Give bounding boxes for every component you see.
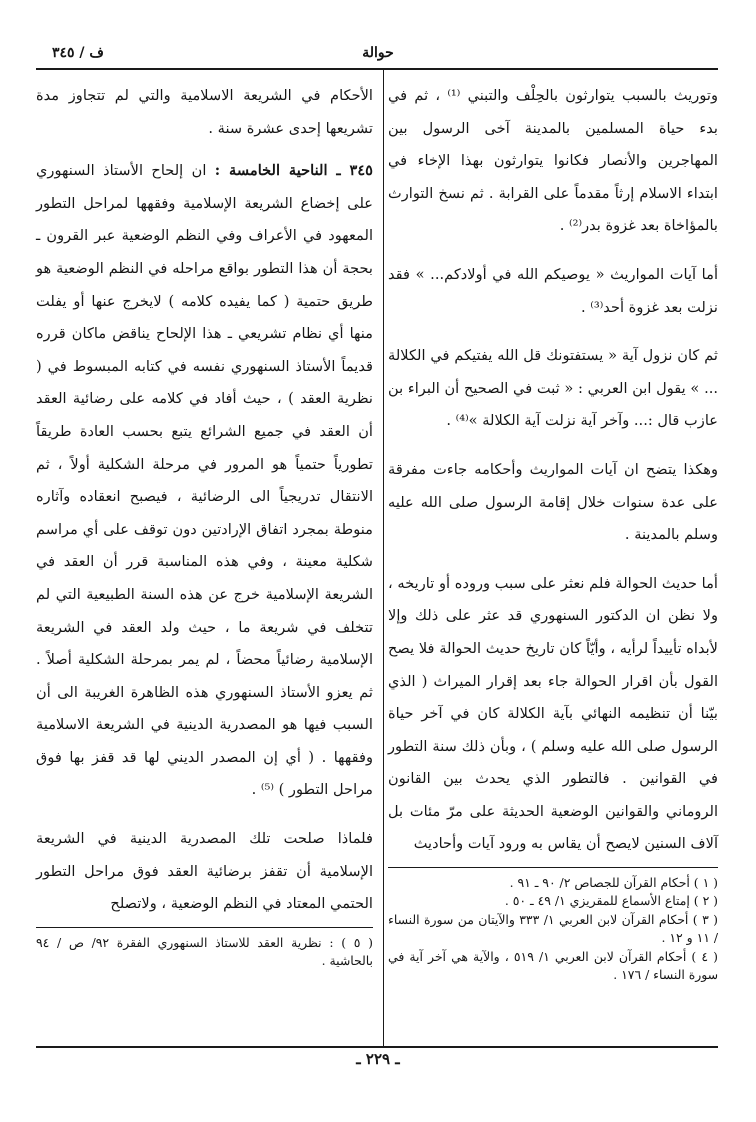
paragraph: الأحكام في الشريعة الاسلامية والتي لم تتجاوز مدة تشريعها إحدى عشرة سنة .: [36, 87, 373, 137]
footnote: ( ٢ ) إمتاع الأسماع للمقريزي ١/ ٤٩ ـ ٥٠ .: [504, 893, 718, 909]
left-column: [36, 80, 373, 971]
section-heading: ٣٤٥ ـ الناحية الخامسة :: [214, 162, 373, 180]
paragraph: فلماذا صلحت تلك المصدرية الدينية في الشريعة الإسلامية أن تقفز برضائية العقد فوق مراحل التطور الحتمي المعتاد في النظم الوضعية ، ولاتصلح: [36, 830, 373, 913]
section-reference: ف / ٣٤٥: [52, 45, 104, 61]
footnote: ( ١ ) أحكام القرآن للجصاص ٢/ ٩٠ ـ ٩١ .: [509, 875, 718, 891]
footnote: ( ٥ ) : نظرية العقد للاستاذ السنهوري الفقرة ٩٢/ ص / ٩٤ بالحاشية .: [36, 934, 373, 969]
footnote: ( ٤ ) أحكام القرآن لابن العربي ١/ ٥١٩ ، والآية هي آخر آية في سورة النساء / ١٧٦ .: [388, 948, 718, 983]
right-column: [388, 80, 718, 985]
paragraph: أما آيات المواريث « يوصيكم الله في أولادكم... » فقد نزلت بعد غزوة أحد⁽³⁾ .: [388, 265, 718, 316]
footnote-separator: [388, 867, 718, 868]
paragraph: ثم كان نزول آية « يستفتونك قل الله يفتيكم في الكلالة ... » يقول ابن العربي : « ثبت في الصحيح أن البراء بن عازب قال :... وآخر آية نزلت آية الكلالة »⁽⁴⁾ .: [388, 347, 718, 430]
footnote-separator: [36, 927, 373, 928]
paragraph-text: ان إلحاح الأستاذ السنهوري على إخضاع الشريعة الإسلامية وفقهها لمراحل التطور المعهود في الأعراف وفي النظم الوضعية عبر القرون ـ بحجة أن هذا التطور بواقع مراحله في النظم الوضعية هو طريق حتمية ( كما يفيده كلامه ) لايخرج عنها أو يفلت منها أي نظام تشريعي ـ هذا الإلحاح يناقض ماكان قرره قديماً الأستاذ السنهوري نفسه في كتابه المبسوط في ( نظرية العقد ) ، حيث أفاد في كلامه على رضائية العقد أن العقد في جميع الشرائع يتبع بحسب العادة طريقاً تطورياً حتمياً هو المرور في مرحلة الشكلية أولاً ، ثم الانتقال تدريجياً الى الرضائية ، فيصبح انعقاده وآثاره منوطة بمجرد اتفاق الإرادتين دون توقف على أي مراسم شكلية معينة ، وفي هذه المناسبة قرر أن العقد في الشريعة الإسلامية خرج عن هذه السنة الطبيعية التي لم تتخلف في شريعة ما ، حيث ولد العقد في الشريعة الإسلامية رضائياً محضاً ، لم يمر بمرحلة الشكلية أصلاً . ثم يعزو الأستاذ السنهوري هذه الظاهرة الغريبة الى أن السبب فيها هو المصدرية الدينية في الشريعة الاسلامية وفقهها . ( أي إن المصدر الديني لها قد قفز بها فوق مراحل التطور ) ⁽⁵⁾ .: [36, 162, 373, 799]
paragraph: وهكذا يتضح ان آيات المواريث وأحكامه جاءت مفرقة على عدة سنوات خلال إقامة الرسول صلى الله عليه وسلم بالمدينة .: [388, 460, 718, 544]
page-number: ـ ٢٢٩ ـ: [356, 1050, 400, 1068]
header-rule: [36, 68, 718, 70]
paragraph: وتوريث بالسبب يتوارثون بالحِلْف والتبني ⁽¹⁾ ، ثم في بدء حياة المسلمين بالمدينة آخى الرسول بين المهاجرين والأنصار فكانوا يتوارثون بهذا الإخاء في ابتداء الاسلام إرثاً مقدماً على القرابة . ثم نسخ التوارث بالمؤاخاة بعد غزوة بدر⁽²⁾ .: [388, 87, 718, 235]
paragraph: أما حديث الحوالة فلم نعثر على سبب وروده أو تاريخه ، ولا نظن ان الدكتور السنهوري قد عثر على ذلك وإلا لأبداه تأييداً لرأيه ، وأيّاً كان تاريخ حديث الحوالة فلا يصح القول بأن اقرار الحوالة جاء بعد إقرار الميراث ( الذي بيّنا أن تنظيمه النهائي بآية الكلالة كان في آخر حياة الرسول صلى الله عليه وسلم ) ، وبأن ذلك سنة التطور في القوانين . فالتطور الذي يحدث بين القانون الروماني والقوانين الوضعية الحديثة على مرّ مئات بل آلاف السنين لايصح أن يقاس به ورود آيات وأحاديث: [388, 574, 718, 853]
running-title: حوالة: [362, 45, 394, 61]
footer-rule: [36, 1046, 718, 1048]
column-divider: [383, 68, 384, 1046]
paragraph: [36, 155, 373, 807]
footnote: ( ٣ ) أحكام القرآن لابن العربي ١/ ٣٣٣ والآيتان من سورة النساء / ١١ و ١٢ .: [388, 911, 718, 946]
